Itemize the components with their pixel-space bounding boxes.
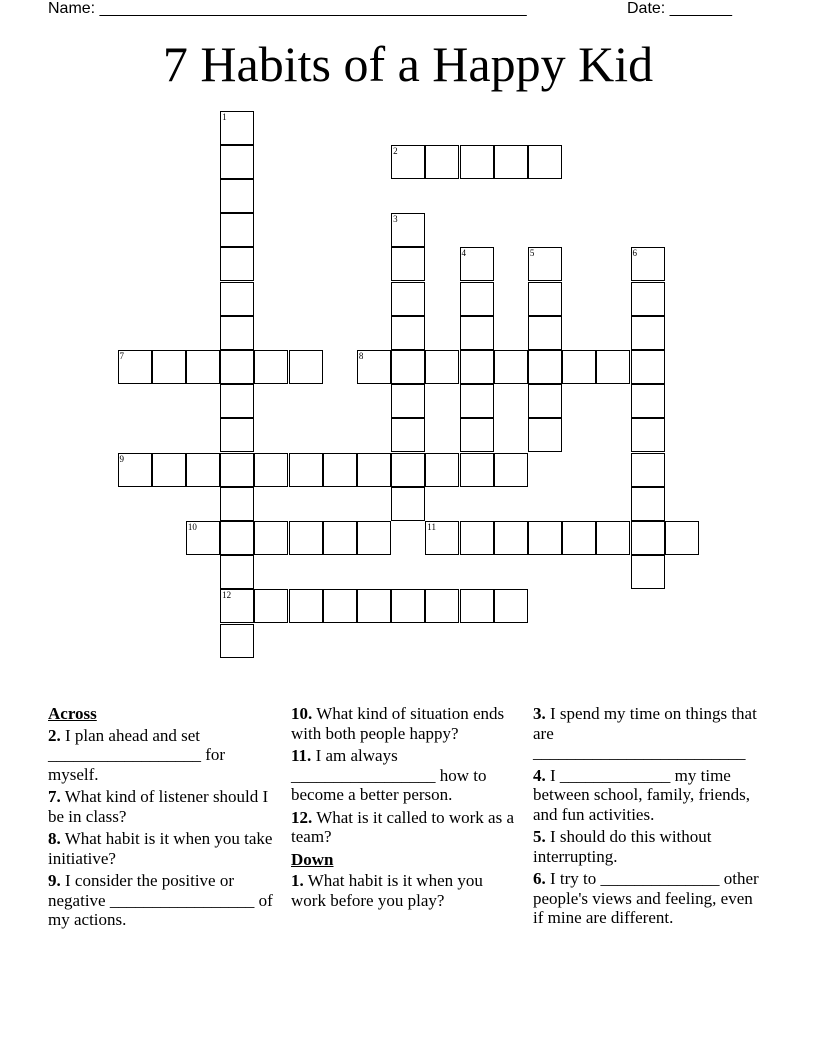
cell-number: 7: [119, 350, 124, 361]
clue-across-12: [291, 808, 519, 847]
crossword-cell[interactable]: [596, 350, 630, 384]
crossword-cell[interactable]: [665, 521, 699, 555]
crossword-cell[interactable]: [631, 316, 665, 350]
crossword-cell[interactable]: [425, 350, 459, 384]
crossword-cell[interactable]: [631, 555, 665, 589]
crossword-cell[interactable]: [494, 453, 528, 487]
crossword-cell[interactable]: [357, 589, 391, 623]
crossword-cell[interactable]: [220, 555, 254, 589]
clue-across-8: [48, 829, 276, 868]
crossword-cell[interactable]: [494, 589, 528, 623]
cell-number: 10: [187, 521, 197, 532]
clue-text: I plan ahead and set __________________ for myself.: [48, 725, 226, 784]
crossword-cell[interactable]: [220, 316, 254, 350]
crossword-cell[interactable]: [357, 350, 391, 384]
clue-number: 9.: [48, 871, 61, 890]
crossword-cell[interactable]: [220, 624, 254, 658]
clue-across-9: [48, 871, 276, 930]
clue-down-3: [533, 704, 761, 763]
crossword-cell[interactable]: [323, 453, 357, 487]
crossword-cell[interactable]: [391, 589, 425, 623]
clue-number: 7.: [48, 787, 61, 806]
crossword-cell[interactable]: [631, 350, 665, 384]
crossword-cell[interactable]: [460, 521, 494, 555]
crossword-cell[interactable]: [220, 418, 254, 452]
crossword-cell[interactable]: [425, 589, 459, 623]
crossword-cell[interactable]: [460, 282, 494, 316]
crossword-cell[interactable]: [562, 521, 596, 555]
crossword-cell[interactable]: [357, 453, 391, 487]
crossword-cell[interactable]: [391, 350, 425, 384]
cell-number: 12: [222, 590, 232, 601]
crossword-cell[interactable]: [460, 247, 494, 281]
clue-across-2: [48, 726, 276, 785]
crossword-cell[interactable]: [528, 384, 562, 418]
down-heading: Down: [291, 849, 334, 869]
crossword-cell[interactable]: [425, 521, 459, 555]
crossword-cell[interactable]: [528, 282, 562, 316]
crossword-cell[interactable]: [494, 521, 528, 555]
crossword-cell[interactable]: [220, 179, 254, 213]
crossword-cell[interactable]: [528, 247, 562, 281]
crossword-cell[interactable]: [562, 350, 596, 384]
crossword-cell[interactable]: [289, 521, 323, 555]
crossword-cell[interactable]: [460, 350, 494, 384]
cell-number: 3: [393, 214, 398, 225]
cell-number: 5: [529, 248, 535, 259]
clue-number: 4.: [533, 765, 546, 785]
clue-number: 3.: [533, 704, 546, 723]
clue-text: What kind of listener should I be in class?: [48, 787, 269, 826]
cell-number: 8: [358, 350, 364, 361]
clue-text: What habit is it when you work before you play?: [291, 871, 483, 910]
clue-text: I consider the positive or negative _________________ of my actions.: [48, 871, 273, 929]
crossword-cell[interactable]: [460, 316, 494, 350]
crossword-cell[interactable]: [220, 589, 254, 623]
clue-text: What kind of situation ends with both people happy?: [291, 704, 505, 743]
clue-number: 11.: [291, 746, 312, 765]
crossword-cell[interactable]: [323, 521, 357, 555]
crossword-cell[interactable]: [631, 418, 665, 452]
crossword-cell[interactable]: [596, 521, 630, 555]
crossword-cell[interactable]: [460, 453, 494, 487]
cell-number: 9: [119, 453, 124, 464]
crossword-cell[interactable]: [289, 453, 323, 487]
clue-number: 5.: [533, 827, 546, 846]
clue-down-6: [533, 869, 761, 928]
crossword-cell[interactable]: [220, 213, 254, 247]
clue-down-5: [533, 827, 761, 866]
clue-column-3: [533, 704, 761, 931]
crossword-cell[interactable]: [460, 384, 494, 418]
clue-text: I am always _________________ how to become a better person.: [291, 746, 487, 804]
clue-number: 8.: [48, 829, 61, 848]
cell-number: 1: [222, 111, 227, 122]
date-field: Date: _______: [627, 0, 732, 17]
crossword-cell[interactable]: [289, 589, 323, 623]
clue-across-7: [48, 787, 276, 826]
across-heading: Across: [48, 704, 97, 723]
crossword-cell[interactable]: [425, 453, 459, 487]
crossword-cell[interactable]: [631, 384, 665, 418]
crossword-cell[interactable]: [494, 350, 528, 384]
crossword-cell[interactable]: [118, 453, 152, 487]
crossword-cell[interactable]: [460, 145, 494, 179]
cell-number: 6: [632, 248, 637, 259]
clue-number: 2.: [48, 725, 61, 745]
crossword-cell[interactable]: [460, 589, 494, 623]
crossword-cell[interactable]: [220, 145, 254, 179]
crossword-cell[interactable]: [528, 521, 562, 555]
crossword-cell[interactable]: [631, 247, 665, 281]
clue-column-2: [291, 704, 519, 913]
clue-text: What habit is it when you take initiative?: [48, 829, 273, 868]
clue-down-1: [291, 871, 519, 910]
crossword-cell[interactable]: [220, 282, 254, 316]
crossword-cell[interactable]: [220, 350, 254, 384]
cell-number: 2: [393, 145, 398, 156]
crossword-cell[interactable]: [391, 418, 425, 452]
crossword-cell[interactable]: [357, 521, 391, 555]
clue-text: I should do this without interrupting.: [533, 827, 712, 866]
crossword-cell[interactable]: [254, 521, 288, 555]
crossword-cell[interactable]: [152, 350, 186, 384]
crossword-cell[interactable]: [220, 453, 254, 487]
name-field: Name: ________________________________________________: [48, 0, 527, 17]
crossword-cell[interactable]: [391, 384, 425, 418]
cell-number: 11: [427, 521, 436, 532]
crossword-cell[interactable]: [391, 145, 425, 179]
clue-text: What is it called to work as a team?: [291, 807, 515, 846]
crossword-cell[interactable]: [152, 453, 186, 487]
crossword-cell[interactable]: [631, 487, 665, 521]
page-title: 7 Habits of a Happy Kid: [162, 36, 654, 92]
crossword-cell[interactable]: [220, 487, 254, 521]
crossword-cell[interactable]: [323, 589, 357, 623]
crossword-cell[interactable]: [460, 418, 494, 452]
crossword-cell[interactable]: [391, 247, 425, 281]
clue-number: 12.: [291, 807, 313, 827]
crossword-cell[interactable]: [220, 521, 254, 555]
crossword-cell[interactable]: [494, 145, 528, 179]
crossword-cell[interactable]: [289, 350, 323, 384]
crossword-cell[interactable]: [118, 350, 152, 384]
crossword-cell[interactable]: [631, 521, 665, 555]
crossword-cell[interactable]: [631, 282, 665, 316]
clue-column-1: [48, 704, 276, 933]
crossword-cell[interactable]: [186, 521, 220, 555]
crossword-cell[interactable]: [254, 453, 288, 487]
crossword-cell[interactable]: [186, 453, 220, 487]
crossword-cell[interactable]: [391, 282, 425, 316]
clue-across-10: [291, 704, 519, 743]
crossword-cell[interactable]: [391, 453, 425, 487]
crossword-cell[interactable]: [220, 247, 254, 281]
crossword-cell[interactable]: [391, 487, 425, 521]
crossword-cell[interactable]: [220, 111, 254, 145]
crossword-cell[interactable]: [425, 145, 459, 179]
clue-number: 10.: [291, 704, 313, 723]
clue-down-4: [533, 766, 761, 825]
clue-text: I spend my time on things that are _________________________: [533, 704, 757, 762]
crossword-cell[interactable]: [186, 350, 220, 384]
crossword-cell[interactable]: [391, 213, 425, 247]
crossword-cell[interactable]: [391, 316, 425, 350]
clue-across-11: [291, 746, 519, 805]
crossword-cell[interactable]: [528, 418, 562, 452]
crossword-cell[interactable]: [528, 316, 562, 350]
cell-number: 4: [461, 248, 466, 259]
clue-number: 6.: [533, 869, 546, 888]
clue-text: I _____________ my time between school, family, friends, and fun activities.: [533, 765, 750, 824]
crossword-cell[interactable]: [528, 350, 562, 384]
crossword-cell[interactable]: [220, 384, 254, 418]
crossword-cell[interactable]: [528, 145, 562, 179]
clue-number: 1.: [291, 871, 304, 890]
crossword-cell[interactable]: [254, 589, 288, 623]
clue-text: I try to ______________ other people's views and feeling, even if mine are different.: [533, 869, 759, 927]
crossword-cell[interactable]: [631, 453, 665, 487]
crossword-cell[interactable]: [254, 350, 288, 384]
